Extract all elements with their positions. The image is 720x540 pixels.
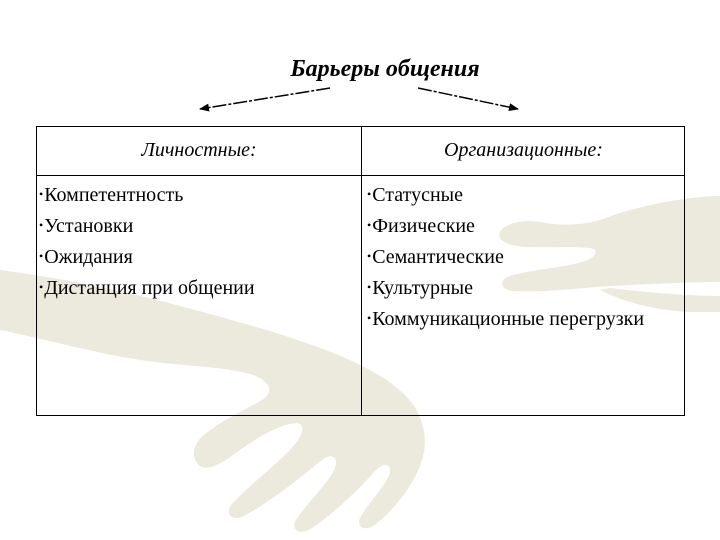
bullet-icon: • — [367, 249, 372, 263]
column-divider — [361, 127, 362, 415]
list-item: •Физические — [367, 215, 475, 237]
list-item: •Компетентность — [39, 184, 184, 206]
bullet-icon: • — [39, 280, 44, 294]
list-item: •Семантические — [367, 246, 504, 268]
list-item: •Культурные — [367, 277, 473, 299]
bullet-icon: • — [367, 218, 372, 232]
right-branch-arrow — [418, 88, 518, 109]
personal-barriers-list — [39, 181, 357, 305]
bullet-icon: • — [367, 311, 372, 325]
list-item: •Статусные — [367, 184, 463, 206]
bullet-icon: • — [367, 280, 372, 294]
bullet-icon: • — [367, 187, 372, 201]
list-item: •Коммуникационные перегрузки — [367, 308, 645, 330]
list-item: •Ожидания — [39, 246, 133, 268]
organizational-barriers-list — [367, 181, 667, 336]
bullet-icon: • — [39, 218, 44, 232]
organizational-barriers-header: Организационные: — [444, 139, 603, 161]
list-item: •Дистанция при общении — [39, 277, 255, 299]
bullet-icon: • — [39, 187, 44, 201]
left-branch-arrow — [200, 88, 330, 109]
list-item: •Установки — [39, 215, 134, 237]
personal-barriers-header: Личностные: — [141, 139, 257, 161]
bullet-icon: • — [39, 249, 44, 263]
barriers-table — [36, 126, 685, 416]
page-title: Барьеры общения — [290, 56, 480, 82]
